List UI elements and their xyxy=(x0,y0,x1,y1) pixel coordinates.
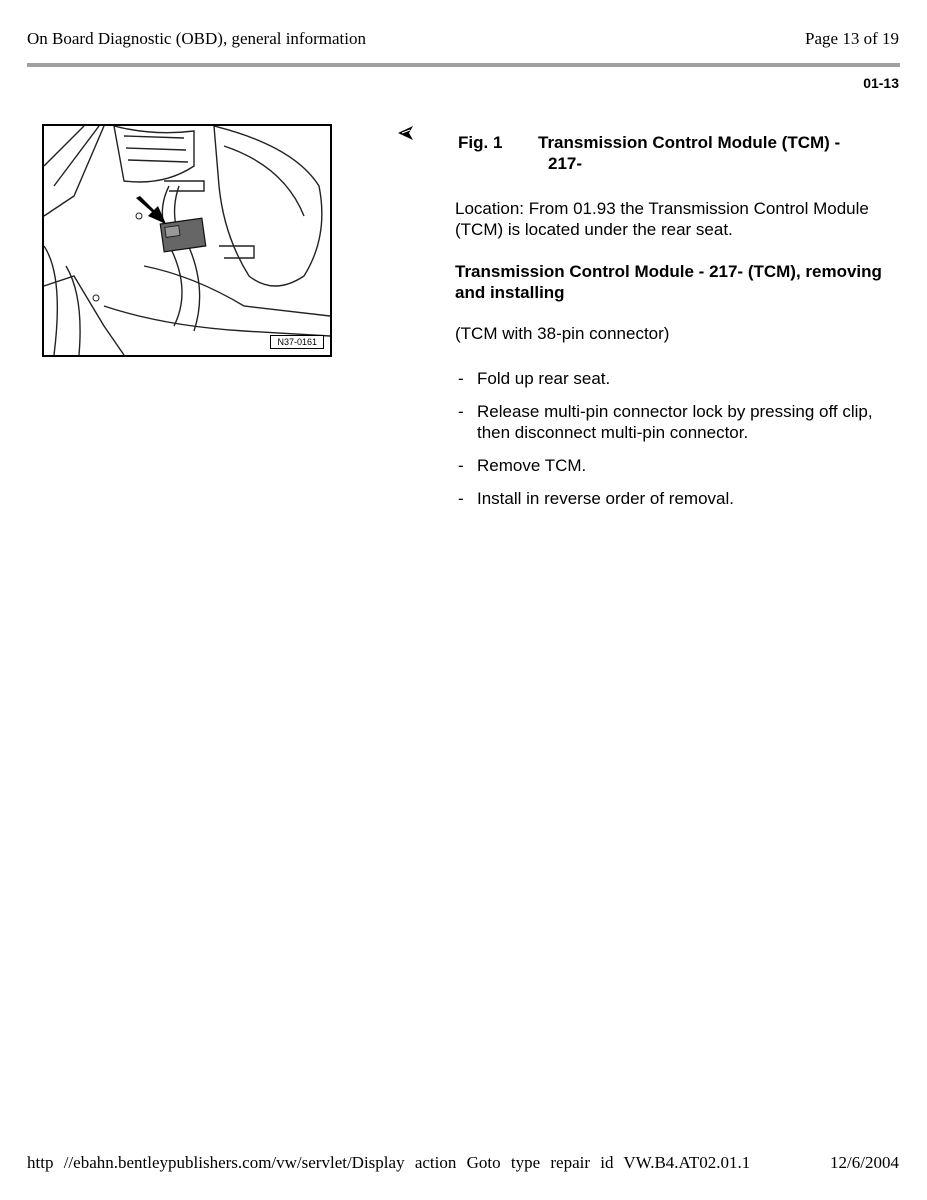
figure-illustration xyxy=(42,124,332,357)
list-item xyxy=(455,455,895,476)
car-rear-seat-drawing xyxy=(44,126,330,355)
step-text: Release multi-pin connector lock by pressing off clip, then disconnect multi-pin connector. xyxy=(477,402,873,442)
step-marker: - xyxy=(458,402,464,421)
figure-caption-text xyxy=(538,132,895,174)
footer-url: http //ebahn.bentleypublishers.com/vw/servlet/Display action Goto type repair id VW.B4.AT02.01.1 xyxy=(27,1153,751,1172)
figure-caption-line1: Transmission Control Module (TCM) - xyxy=(538,133,841,152)
step-marker: - xyxy=(458,489,464,508)
figure-caption xyxy=(455,132,895,174)
figure-caption-line2: 217- xyxy=(548,154,583,173)
step-marker: - xyxy=(458,456,464,475)
figure-id-label: N37-0161 xyxy=(270,335,324,349)
location-paragraph: Location: From 01.93 the Transmission Control Module (TCM) is located under the rear seat. xyxy=(455,199,869,239)
procedure-steps xyxy=(455,368,895,509)
document-title: On Board Diagnostic (OBD), general information xyxy=(27,29,366,48)
step-text: Fold up rear seat. xyxy=(477,369,611,388)
header-divider xyxy=(27,63,900,67)
list-item xyxy=(455,401,895,443)
procedure-heading: Transmission Control Module - 217- (TCM), removing and installing xyxy=(455,262,882,302)
step-marker: - xyxy=(458,369,464,388)
page-number: Page 13 of 19 xyxy=(805,29,899,48)
footer-date: 12/6/2004 xyxy=(830,1153,899,1172)
step-text: Install in reverse order of removal. xyxy=(477,489,734,508)
section-code: 01-13 xyxy=(863,75,899,91)
list-item xyxy=(455,488,895,509)
list-item xyxy=(455,368,895,389)
connector-note: (TCM with 38-pin connector) xyxy=(455,324,670,343)
figure-number: Fig. 1 xyxy=(458,133,503,152)
main-content xyxy=(455,132,895,521)
step-text: Remove TCM. xyxy=(477,456,587,475)
pointer-arrow-icon xyxy=(397,125,415,141)
